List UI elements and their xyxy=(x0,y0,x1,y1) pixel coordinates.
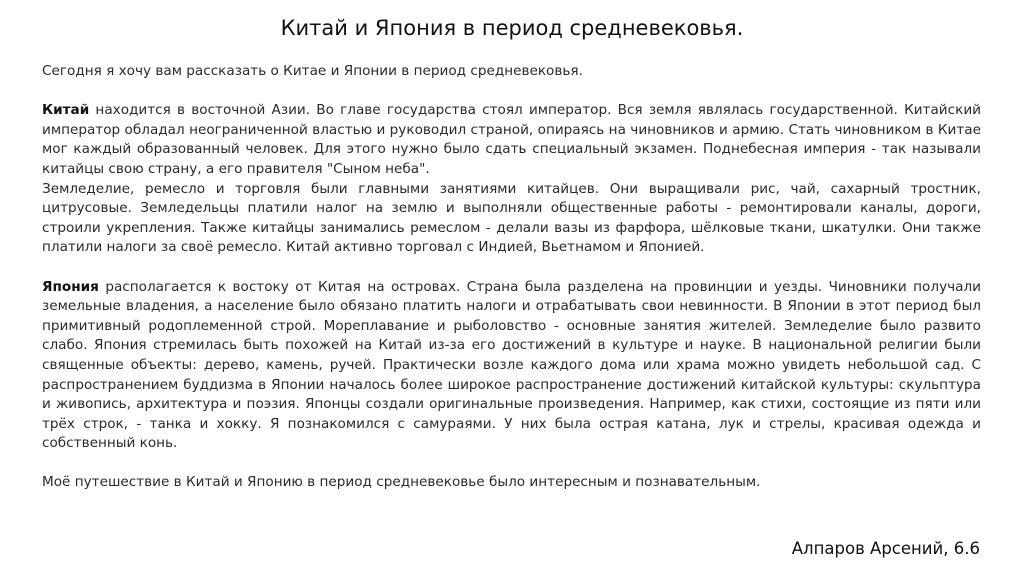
intro-paragraph: Сегодня я хочу вам рассказать о Китае и Японии в период средневековья. xyxy=(42,63,583,79)
author-signature: Алпаров Арсений, 6.6 xyxy=(791,539,980,558)
conclusion-paragraph: Моё путешествие в Китай и Японию в период средневековье было интересным и познавательным. xyxy=(42,474,761,491)
paragraph-spacer xyxy=(42,82,981,102)
china-term: Китай xyxy=(42,102,90,119)
china-paragraph xyxy=(42,101,981,179)
japan-term: Япония xyxy=(42,278,99,295)
slide-title: Китай и Япония в период средневековья. xyxy=(280,16,744,40)
japan-paragraph xyxy=(42,278,981,454)
paragraph-spacer xyxy=(42,454,981,474)
paragraph-spacer xyxy=(42,258,981,278)
china-text: находится в восточной Азии. Во главе государства стоял император. Вся земля являлась государственной. Китайский император обладал неограниченной властью и руководил страной, опираясь на чиновников и армию. Стать чиновником в Китае мог каждый образованный человек. Для этого нужно было сдать специальный экзамен. Поднебесная империя - так называли китайцы свою страну, а его правителя "Сыном неба". xyxy=(42,102,981,177)
slide-body xyxy=(42,62,981,493)
japan-text: располагается к востоку от Китая на островах. Страна была разделена на провинции и уезды. Чиновники получали земельные владения, а население было обязано платить налоги и отрабатывать свои невинности. В Японии в этот период был примитивный родоплеменной строй. Мореплавание и рыболовство - основные занятия жителей. Земледелие было развито слабо. Япония стремилась быть похожей на Китай из-за его достижений в культуре и науке. В национальной религии были священные объекты: дерево, камень, ручей. Практически возле каждого дома или храма можно увидеть небольшой сад. С распространением буддизма в Японии началось более широкое распространение достижений китайской культуры: скульптура и живопись, архитектура и поэзия. Японцы создали оригинальные произведения. Например, как стихи, состоящие из пяти или трёх строк, - танка и хокку. Я познакомился с самураями. У них была острая катана, лук и стрелы, красивая одежда и собственный конь. xyxy=(42,278,981,452)
china-economy-paragraph: Земледелие, ремесло и торговля были главными занятиями китайцев. Они выращивали рис, чай, сахарный тростник, цитрусовые. Земледельцы платили налог на землю и выполняли общественные работы - ремонтировали каналы, дороги, строили укрепления. Также китайцы занимались ремеслом - делали вазы из фарфора, шёлковые ткани, шкатулки. Они также платили налоги за своё ремесло. Китай активно торговал с Индией, Вьетнамом и Японией. xyxy=(42,180,981,256)
